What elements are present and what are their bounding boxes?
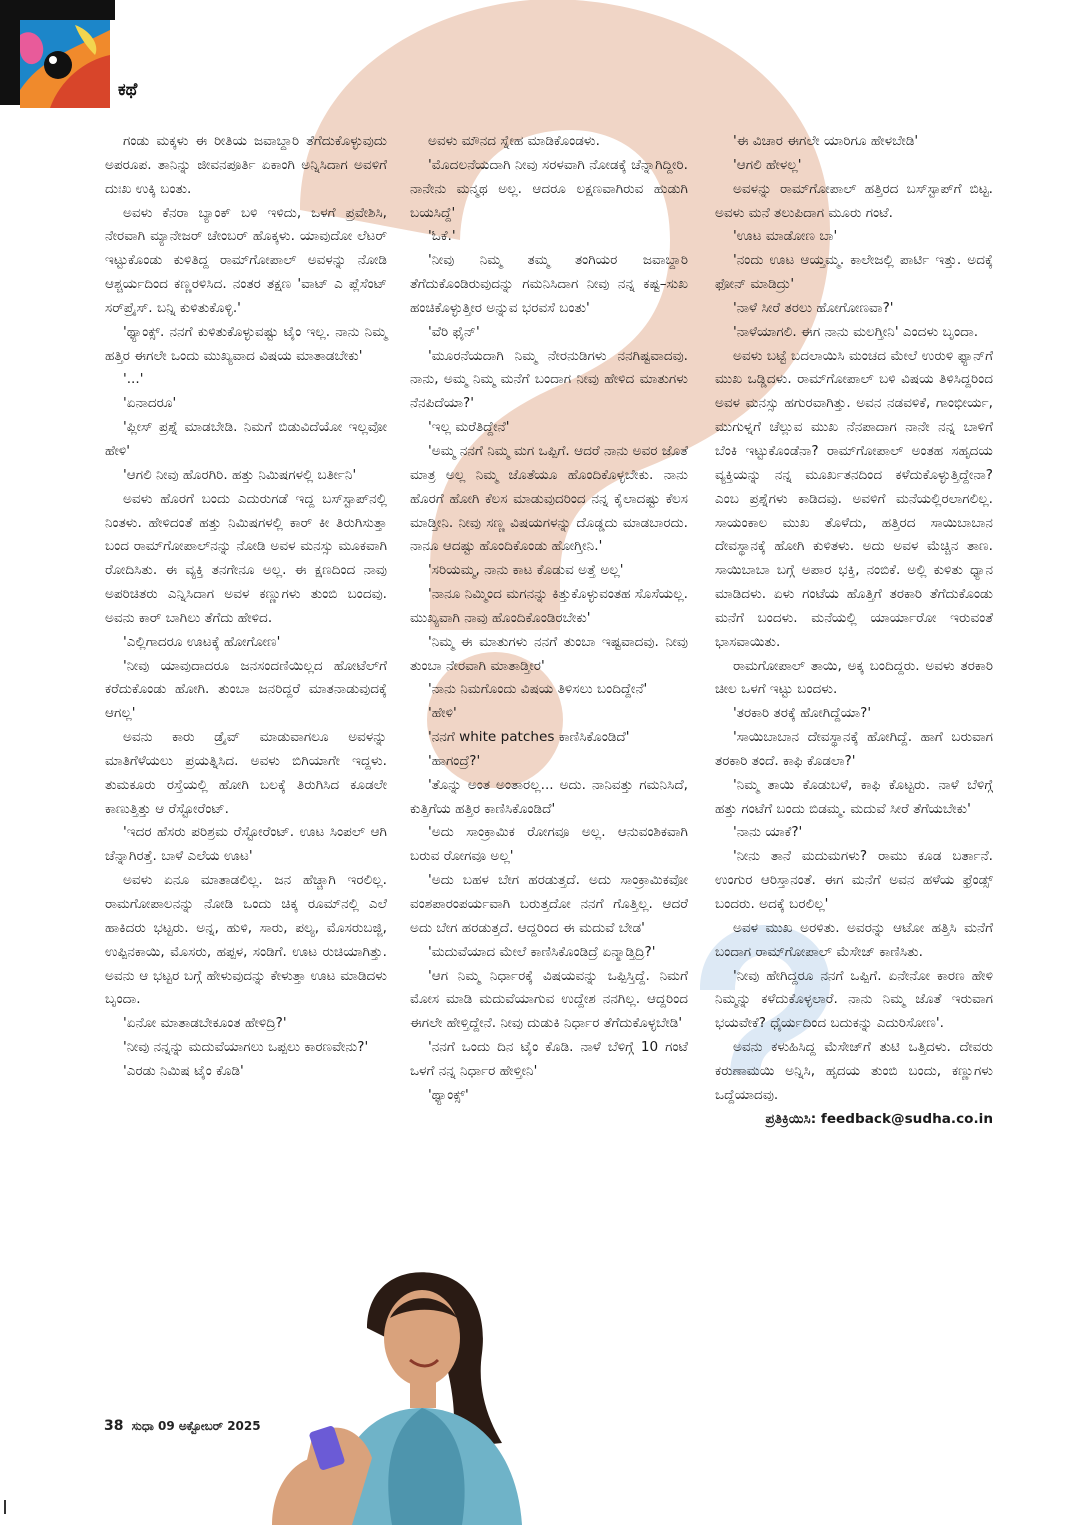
paragraph: 'ಏನೋ ಮಾತಾಡಬೇಕೂಂತ ಹೇಳಿದ್ರಿ?' xyxy=(123,1015,287,1032)
paragraph: 'ನಾಳೆ ಸೀರೆ ತರಲು ಹೋಗೋಣವಾ?' xyxy=(733,299,894,316)
paragraph: '...' xyxy=(123,371,144,388)
paragraph: 'ನಾಳೆಯಾಗಲಿ. ಈಗ ನಾನು ಮಲಗ್ತೀನಿ' ಎಂದಳು ಬೃಂದಾ. xyxy=(733,323,979,340)
paragraph: 'ಇಲ್ಲ ಮರೆತಿದ್ದೇನೆ' xyxy=(428,419,510,436)
paragraph: ಅವಳು ಬಟ್ಟೆ ಬದಲಾಯಿಸಿ ಮಂಚದ ಮೇಲೆ ಉರುಳಿ ಫ್ಯಾನ್‌ಗೆ ಮುಖ ಒಡ್ಡಿದಳು. ರಾಮ್‌ಗೋಪಾಲ್ ಬಳಿ ವಿಷಯ ತಿಳಿಸಿದ್ದರಿಂದ ಅವಳ ಮನಸ್ಸು ಹಗುರವಾಗಿತ್ತು. ಅವನ ನಡವಳಿಕೆ, ಗಾಂಭೀರ್ಯ, ಮುಗುಳ್ನಗೆ ಚೆಲ್ಲುವ ಮುಖ ನೆನಪಾದಾಗ ನಾನೇ ನನ್ನ ಬಾಳಿಗೆ ಬೆಂಕಿ ಇಟ್ಟುಕೊಂಡೆನಾ? ರಾಮ್‌ಗೋಪಾಲ್ ಅಂತಹ ಸಹೃದಯ ವ್ಯಕ್ತಿಯನ್ನು ನನ್ನ ಮೂರ್ಖತನದಿಂದ ಕಳೆದುಕೊಳ್ಳುತ್ತಿದ್ದೇನಾ? ಎಂಬ ಪ್ರಶ್ನೆಗಳು ಕಾಡಿದವು. ಅವಳಿಗೆ ಮನೆಯಲ್ಲಿರಲಾಗಲಿಲ್ಲ. ಸಾಯಂಕಾಲ ಮುಖ ತೊಳೆದು, ಹತ್ತಿರದ ಸಾಯಿಬಾಬಾನ ದೇವಸ್ಥಾನಕ್ಕೆ ಹೋಗಿ ಕುಳಿತಳು. ಅದು ಅವಳ ಮೆಚ್ಚಿನ ತಾಣ. ಸಾಯಿಬಾಬಾ ಬಗ್ಗೆ ಅಪಾರ ಭಕ್ತಿ, ನಂಬಿಕೆ. ಅಲ್ಲಿ ಕುಳಿತು ಧ್ಯಾನ ಮಾಡಿದಳು. ಏಳು ಗಂಟೆಯ ಹೊತ್ತಿಗೆ ತರಕಾರಿ ತೆಗೆದುಕೊಂಡು ಮನೆಗೆ ಬಂದಳು. ಮನೆಯಲ್ಲಿ ಯಾರ್ಯಾರೋ ಇರುವಂತೆ ಭಾಸವಾಯಿತು. xyxy=(715,347,993,650)
paragraph: 'ಎಲ್ಲಿಗಾದರೂ ಊಟಕ್ಕೆ ಹೋಗೋಣ' xyxy=(123,633,281,650)
paragraph: 'ಥ್ಯಾಂಕ್ಸ್' xyxy=(428,1086,469,1103)
woman-with-phone-illustration xyxy=(272,1268,537,1525)
paragraph: 'ನಾನು ನಿಮಗೊಂದು ವಿಷಯ ತಿಳಿಸಲು ಬಂದಿದ್ದೇನೆ' xyxy=(428,681,648,698)
paragraph: 'ಥ್ಯಾಂಕ್ಸ್. ನನಗೆ ಕುಳಿತುಕೊಳ್ಳುವಷ್ಟು ಟೈಂ ಇಲ್ಲ. ನಾನು ನಿಮ್ಮ ಹತ್ತಿರ ಈಗಲೇ ಒಂದು ಮುಖ್ಯವಾದ ವಿಷಯ ಮಾತಾಡಬೇಕು' xyxy=(105,323,387,364)
paragraph: 'ಪ್ಲೀಸ್ ಪ್ರಶ್ನೆ ಮಾಡಬೇಡಿ. ನಿಮಗೆ ಬಿಡುವಿದೆಯೋ ಇಲ್ಲವೋ ಹೇಳಿ' xyxy=(105,419,387,459)
paragraph: 'ನಂದು ಊಟ ಆಯ್ತಮ್ಮ. ಕಾಲೇಜಲ್ಲಿ ಪಾರ್ಟಿ ಇತ್ತು. ಅದಕ್ಕೆ ಫೋನ್ ಮಾಡಿದ್ರು' xyxy=(715,252,993,293)
paragraph: 'ನನಗೆ ಒಂದು ದಿನ ಟೈಂ ಕೊಡಿ. ನಾಳೆ ಬೆಳಿಗ್ಗೆ 10 ಗಂಟೆ ಒಳಗೆ ನನ್ನ ನಿರ್ಧಾರ ಹೇಳ್ತೀನಿ' xyxy=(410,1039,688,1079)
paragraph: ಅವನು ಕಾರು ಡ್ರೈವ್ ಮಾಡುವಾಗಲೂ ಅವಳನ್ನು ಮಾತಿಗೆಳೆಯಲು ಪ್ರಯತ್ನಿಸಿದ. ಅವಳು ಬಿಗಿಯಾಗೇ ಇದ್ದಳು. ತುಮಕೂರು ರಸ್ತೆಯಲ್ಲಿ ಹೋಗಿ ಬಲಕ್ಕೆ ತಿರುಗಿಸಿದ ಕೂಡಲೇ ಕಾಣುತ್ತಿತ್ತು ಆ ರೆಸ್ಟೋರೆಂಟ್. xyxy=(105,729,387,817)
section-label: ಕಥೆ xyxy=(118,80,138,100)
paragraph: ಅವಳು ಮೌನದ ಸ್ನೇಹ ಮಾಡಿಕೊಂಡಳು. xyxy=(428,133,600,149)
crop-mark xyxy=(4,1500,6,1514)
paragraph: 'ನೀನು ತಾನೆ ಮದುಮಗಳು? ರಾಮು ಕೂಡ ಬರ್ತಾನೆ. ಉಂಗುರ ಆರಿಸ್ತಾನಂತೆ. ಈಗ ಮನೆಗೆ ಅವನ ಹಳೆಯ ಫ್ರೆಂಡ್ಸ್ ಬಂದರು. ಅದಕ್ಕೆ ಬರಲಿಲ್ಲ' xyxy=(715,848,993,912)
page-number: 38 xyxy=(104,1418,124,1434)
paragraph: 'ಅದು ಬಹಳ ಬೇಗ ಹರಡುತ್ತದೆ. ಅದು ಸಾಂಕ್ರಾಮಿಕವೋ ವಂಶಪಾರಂಪರ್ಯವಾಗಿ ಬರುತ್ತದೋ ನನಗೆ ಗೊತ್ತಿಲ್ಲ. ಆದರೆ ಅದು ಬೇಗ ಹರಡುತ್ತದೆ. ಆದ್ದರಿಂದ ಈ ಮದುವೆ ಬೇಡ' xyxy=(410,872,688,936)
paragraph: 'ಇದರ ಹೆಸರು ಪರಿಶ್ರಮ ರೆಸ್ಟೋರೆಂಟ್. ಊಟ ಸಿಂಪಲ್ ಆಗಿ ಚೆನ್ನಾಗಿರತ್ತೆ. ಬಾಳೆ ಎಲೆಯ ಊಟ' xyxy=(105,824,387,865)
paragraph: 'ಆಗ ನಿಮ್ಮ ನಿರ್ಧಾರಕ್ಕೆ ವಿಷಯವನ್ನು ಒಪ್ಪಿಸ್ತಿದ್ದೆ. ನಿಮಗೆ ಮೋಸ ಮಾಡಿ ಮದುವೆಯಾಗುವ ಉದ್ದೇಶ ನನಗಿಲ್ಲ. ಆದ್ದರಿಂದ ಈಗಲೇ ಹೇಳ್ತಿದ್ದೇನೆ. ನೀವು ದುಡುಕಿ ನಿರ್ಧಾರ ತೆಗೆದುಕೊಳ್ಳಬೇಡಿ' xyxy=(410,967,688,1032)
paragraph: ಅವಳನ್ನು ರಾಮ್‌ಗೋಪಾಲ್ ಹತ್ತಿರದ ಬಸ್‌ಸ್ಟಾಪ್‌ಗೆ ಬಿಟ್ಟ. ಅವಳು ಮನೆ ತಲುಪಿದಾಗ ಮೂರು ಗಂಟೆ. xyxy=(715,180,993,221)
paragraph: 'ಅಮ್ಮ ನನಗೆ ನಿಮ್ಮ ಮಗ ಒಪ್ಪಿಗೆ. ಆದರೆ ನಾನು ಅವರ ಜೊತೆ ಮಾತ್ರ ಅಲ್ಲ ನಿಮ್ಮ ಜೊತೆಯೂ ಹೊಂದಿಕೊಳ್ಳಬೇಕು. ನಾನು ಹೊರಗೆ ಹೋಗಿ ಕೆಲಸ ಮಾಡುವುದರಿಂದ ನನ್ನ ಕೈಲಾದಷ್ಟು ಕೆಲಸ ಮಾಡ್ತೀನಿ. ನೀವು ಸಣ್ಣ ವಿಷಯಗಳನ್ನು ದೊಡ್ಡದು ಮಾಡಬಾರದು. ನಾನೂ ಆದಷ್ಟು ಹೊಂದಿಕೊಂಡು ಹೋಗ್ತೀನಿ.' xyxy=(410,442,688,555)
page-footer xyxy=(104,1418,261,1434)
paragraph: 'ಮೊದಲನೆಯದಾಗಿ ನೀವು ಸರಳವಾಗಿ ನೋಡಕ್ಕೆ ಚೆನ್ನಾಗಿದ್ದೀರಿ. ನಾನೇನು ಮನ್ಮಥ ಅಲ್ಲ. ಆದರೂ ಲಕ್ಷಣವಾಗಿರುವ ಹುಡುಗಿ ಬಯಸಿದ್ದೆ' xyxy=(410,156,688,221)
paragraph: ರಾಮಗೋಪಾಲ್ ತಾಯಿ, ಅಕ್ಕ ಬಂದಿದ್ದರು. ಅವಳು ತರಕಾರಿ ಚೀಲ ಒಳಗೆ ಇಟ್ಟು ಬಂದಳು. xyxy=(715,657,993,698)
paragraph: 'ಸಾಯಿಬಾಬಾನ ದೇವಸ್ಥಾನಕ್ಕೆ ಹೋಗಿದ್ದೆ. ಹಾಗೆ ಬರುವಾಗ ತರಕಾರಿ ತಂದೆ. ಕಾಫಿ ಕೊಡಲಾ?' xyxy=(715,729,993,769)
paragraph: 'ನೀವು ಹೇಗಿದ್ದರೂ ನನಗೆ ಒಪ್ಪಿಗೆ. ಏನೇನೋ ಕಾರಣ ಹೇಳಿ ನಿಮ್ಮನ್ನು ಕಳೆದುಕೊಳ್ಳಲಾರೆ. ನಾನು ನಿಮ್ಮ ಜೊತೆ ಇರುವಾಗ ಭಯವೇಕೆ? ಧೈರ್ಯದಿಂದ ಬದುಕನ್ನು ಎದುರಿಸೋಣ'. xyxy=(715,967,993,1032)
article-column-3 xyxy=(715,130,993,1131)
corner-bar-horizontal xyxy=(0,0,115,20)
paragraph: 'ಹೇಳಿ' xyxy=(428,705,457,722)
paragraph: 'ನಾನೂ ನಿಮ್ಮಿಂದ ಮಗನನ್ನು ಕಿತ್ತುಕೊಳ್ಳುವಂತಹ ಸೊಸೆಯಲ್ಲ. ಮುಖ್ಯವಾಗಿ ನಾವು ಹೊಂದಿಕೊಂಡಿರಬೇಕು' xyxy=(410,586,688,626)
paragraph: ಅವಳು ಏನೂ ಮಾತಾಡಲಿಲ್ಲ. ಜನ ಹೆಚ್ಚಾಗಿ ಇರಲಿಲ್ಲ. ರಾಮಗೋಪಾಲನನ್ನು ನೋಡಿ ಒಂದು ಚಿಕ್ಕ ರೂಮ್‌ನಲ್ಲಿ ಎಲೆ ಹಾಕಿದರು ಭಟ್ಟರು. ಅನ್ನ, ಹುಳಿ, ಸಾರು, ಪಲ್ಯ, ಮೊಸರುಬಜ್ಜಿ, ಉಪ್ಪಿನಕಾಯಿ, ಮೊಸರು, ಹಪ್ಪಳ, ಸಂಡಿಗೆ. ಊಟ ರುಚಿಯಾಗಿತ್ತು. ಅವನು ಆ ಭಟ್ಟರ ಬಗ್ಗೆ ಹೇಳುವುದನ್ನು ಕೇಳುತ್ತಾ ಊಟ ಮಾಡಿದಳು ಬೃಂದಾ. xyxy=(105,872,387,1008)
paragraph: 'ಊಟ ಮಾಡೋಣ ಬಾ' xyxy=(733,228,838,245)
paragraph: 'ಅದು ಸಾಂಕ್ರಾಮಿಕ ರೋಗವೂ ಅಲ್ಲ. ಆನುವಂಶಿಕವಾಗಿ ಬರುವ ರೋಗವೂ ಅಲ್ಲ' xyxy=(410,824,688,865)
paragraph: 'ವೆರಿ ಫೈನ್' xyxy=(428,323,480,340)
paragraph: 'ಸರಿಯಮ್ಮ, ನಾನು ಕಾಟ ಕೊಡುವ ಅತ್ತೆ ಅಲ್ಲ' xyxy=(428,562,624,579)
paragraph: 'ಹಾಗಂದ್ರೆ?' xyxy=(428,752,481,769)
paragraph: 'ನಾನು ಯಾಕೆ?' xyxy=(733,824,803,841)
paragraph: 'ಈ ವಿಚಾರ ಈಗಲೇ ಯಾರಿಗೂ ಹೇಳಬೇಡಿ' xyxy=(733,133,919,149)
paragraph: 'ನನಗೆ white patches ಕಾಣಿಸಿಕೊಂಡಿದೆ' xyxy=(428,729,630,746)
paragraph: ಅವಳ ಮುಖ ಅರಳಿತು. ಅವರನ್ನು ಆಟೋ ಹತ್ತಿಸಿ ಮನೆಗೆ ಬಂದಾಗ ರಾಮ್‌ಗೋಪಾಲ್ ಮೆಸೇಜ್ ಕಾಣಿಸಿತು. xyxy=(715,919,993,960)
paragraph: 'ನೀವು ಯಾವುದಾದರೂ ಜನಸಂದಣಿಯಿಲ್ಲದ ಹೋಟೆಲ್‌ಗೆ ಕರೆದುಕೊಂಡು ಹೋಗಿ. ತುಂಬಾ ಜನರಿದ್ದರೆ ಮಾತನಾಡುವುದಕ್ಕೆ ಆಗಲ್ಲ' xyxy=(105,657,387,722)
paragraph: ಅವಳು ಕೆನರಾ ಬ್ಯಾಂಕ್ ಬಳಿ ಇಳಿದು, ಒಳಗೆ ಪ್ರವೇಶಿಸಿ, ನೇರವಾಗಿ ಮ್ಯಾನೇಜರ್ ಚೇಂಬರ್ ಹೊಕ್ಕಳು. ಯಾವುದೋ ಲೆಟರ್ ಇಟ್ಟುಕೊಂಡು ಕುಳಿತಿದ್ದ ರಾಮ್‌ಗೋಪಾಲ್ ಅವಳನ್ನು ನೋಡಿ ಆಶ್ಚರ್ಯದಿಂದ ಕಣ್ಣರಳಿಸಿದ. ನಂತರ ತಕ್ಷಣ 'ವಾಟ್ ಎ ಪ್ಲೆಸೆಂಟ್ ಸರ್‌ಪ್ರೈಸ್. ಬನ್ನಿ ಕುಳಿತುಕೊಳ್ಳಿ.' xyxy=(105,204,387,316)
paragraph: 'ನೀವು ನಿಮ್ಮ ತಮ್ಮ ತಂಗಿಯರ ಜವಾಬ್ದಾರಿ ತೆಗೆದುಕೊಂಡಿರುವುದನ್ನು ಗಮನಿಸಿದಾಗ ನೀವು ನನ್ನ ಕಷ್ಟ–ಸುಖ ಹಂಚಿಕೊಳ್ಳುತ್ತೀರ ಅನ್ನುವ ಭರವಸೆ ಬಂತು' xyxy=(410,252,688,316)
paragraph: ಗಂಡು ಮಕ್ಕಳು ಈ ರೀತಿಯ ಜವಾಬ್ದಾರಿ ತೆಗೆದುಕೊಳ್ಳುವುದು ಅಪರೂಪ. ತಾನಿನ್ನು ಜೀವನಪೂರ್ತಿ ಏಕಾಂಗಿ ಅನ್ನಿಸಿದಾಗ ಅವಳಿಗೆ ದುಃಖ ಉಕ್ಕಿ ಬಂತು. xyxy=(105,133,387,197)
paragraph: 'ತೊನ್ನು ಅಂತ ಅಂತಾರಲ್ಲ... ಅದು. ನಾನಿವತ್ತು ಗಮನಿಸಿದೆ, ಕುತ್ತಿಗೆಯ ಹತ್ತಿರ ಕಾಣಿಸಿಕೊಂಡಿದೆ' xyxy=(410,776,688,817)
paragraph: 'ನಿಮ್ಮ ಈ ಮಾತುಗಳು ನನಗೆ ತುಂಬಾ ಇಷ್ಟವಾದವು. ನೀವು ತುಂಬಾ ನೇರವಾಗಿ ಮಾತಾಡ್ತೀರ' xyxy=(410,633,688,674)
footer-issue-text: ಸುಧಾ 09 ಅಕ್ಟೋಬರ್ 2025 xyxy=(131,1419,261,1433)
section-logo xyxy=(20,20,110,108)
paragraph: 'ಏನಾದರೂ' xyxy=(123,395,177,412)
paragraph: 'ಮದುವೆಯಾದ ಮೇಲೆ ಕಾಣಿಸಿಕೊಂಡಿದ್ರೆ ಏನ್ಮಾಡ್ತಿದ್ರಿ?' xyxy=(428,943,656,960)
paragraph: ಅವನು ಕಳುಹಿಸಿದ್ದ ಮೆಸೇಜ್‌ಗೆ ತುಟಿ ಒತ್ತಿದಳು. ದೇವರು ಕರುಣಾಮಯಿ ಅನ್ನಿಸಿ, ಹೃದಯ ತುಂಬಿ ಬಂದು, ಕಣ್ಣುಗಳು ಒದ್ದೆಯಾದವು. xyxy=(715,1039,993,1103)
paragraph: 'ಆಗಲಿ ನೀವು ಹೊರಗಿರಿ. ಹತ್ತು ನಿಮಿಷಗಳಲ್ಲಿ ಬರ್ತೀನಿ' xyxy=(123,466,357,483)
paragraph: 'ಆಗಲಿ ಹೇಳಲ್ಲ' xyxy=(733,156,802,173)
paragraph: 'ನೀವು ನನ್ನನ್ನು ಮದುವೆಯಾಗಲು ಒಪ್ಪಲು ಕಾರಣವೇನು?' xyxy=(123,1039,369,1056)
feedback-line: ಪ್ರತಿಕ್ರಿಯಿಸಿ: feedback@sudha.co.in xyxy=(765,1110,993,1127)
abstract-art-icon xyxy=(20,20,110,108)
paragraph: 'ಎರಡು ನಿಮಿಷ ಟೈಂ ಕೊಡಿ' xyxy=(123,1062,244,1079)
paragraph: 'ಮೂರನೆಯದಾಗಿ ನಿಮ್ಮ ನೇರನುಡಿಗಳು ನನಗಿಷ್ಟವಾದವು. ನಾನು, ಅಮ್ಮ ನಿಮ್ಮ ಮನೆಗೆ ಬಂದಾಗ ನೀವು ಹೇಳಿದ ಮಾತುಗಳು ನೆನಪಿದೆಯಾ?' xyxy=(410,347,688,412)
paragraph: 'ಓಕೆ.' xyxy=(428,228,456,245)
paragraph: 'ನಿಮ್ಮ ತಾಯಿ ಕೊಡುಬಳೆ, ಕಾಫಿ ಕೊಟ್ಟರು. ನಾಳೆ ಬೆಳಿಗ್ಗೆ ಹತ್ತು ಗಂಟೆಗೆ ಬಂದು ಬಿಡಮ್ಮ. ಮದುವೆ ಸೀರೆ ತೆಗೆಯಬೇಕು' xyxy=(715,776,993,817)
paragraph: 'ತರಕಾರಿ ತರಕ್ಕೆ ಹೋಗಿದ್ದೆಯಾ?' xyxy=(733,705,872,722)
article-column-1 xyxy=(105,130,387,1084)
paragraph: ಅವಳು ಹೊರಗೆ ಬಂದು ಎದುರುಗಡೆ ಇದ್ದ ಬಸ್‌ಸ್ಟಾಪ್‌ನಲ್ಲಿ ನಿಂತಳು. ಹೇಳಿದಂತೆ ಹತ್ತು ನಿಮಿಷಗಳಲ್ಲಿ ಕಾರ್ ಕೀ ತಿರುಗಿಸುತ್ತಾ ಬಂದ ರಾಮ್‌ಗೋಪಾಲ್‌ನನ್ನು ನೋಡಿ ಅವಳ ಮನಸ್ಸು ಮೂಕವಾಗಿ ರೋದಿಸಿತು. ಈ ವ್ಯಕ್ತಿ ತನಗೇನೂ ಅಲ್ಲ. ಈ ಕ್ಷಣದಿಂದ ನಾವು ಅಪರಿಚಿತರು ಎನ್ನಿಸಿದಾಗ ಅವಳ ಕಣ್ಣುಗಳು ತುಂಬಿ ಬಂದವು. ಅವನು ಕಾರ್ ಬಾಗಿಲು ತೆಗೆದು ಹೇಳಿದ. xyxy=(105,490,387,626)
article-column-2 xyxy=(410,130,688,1108)
